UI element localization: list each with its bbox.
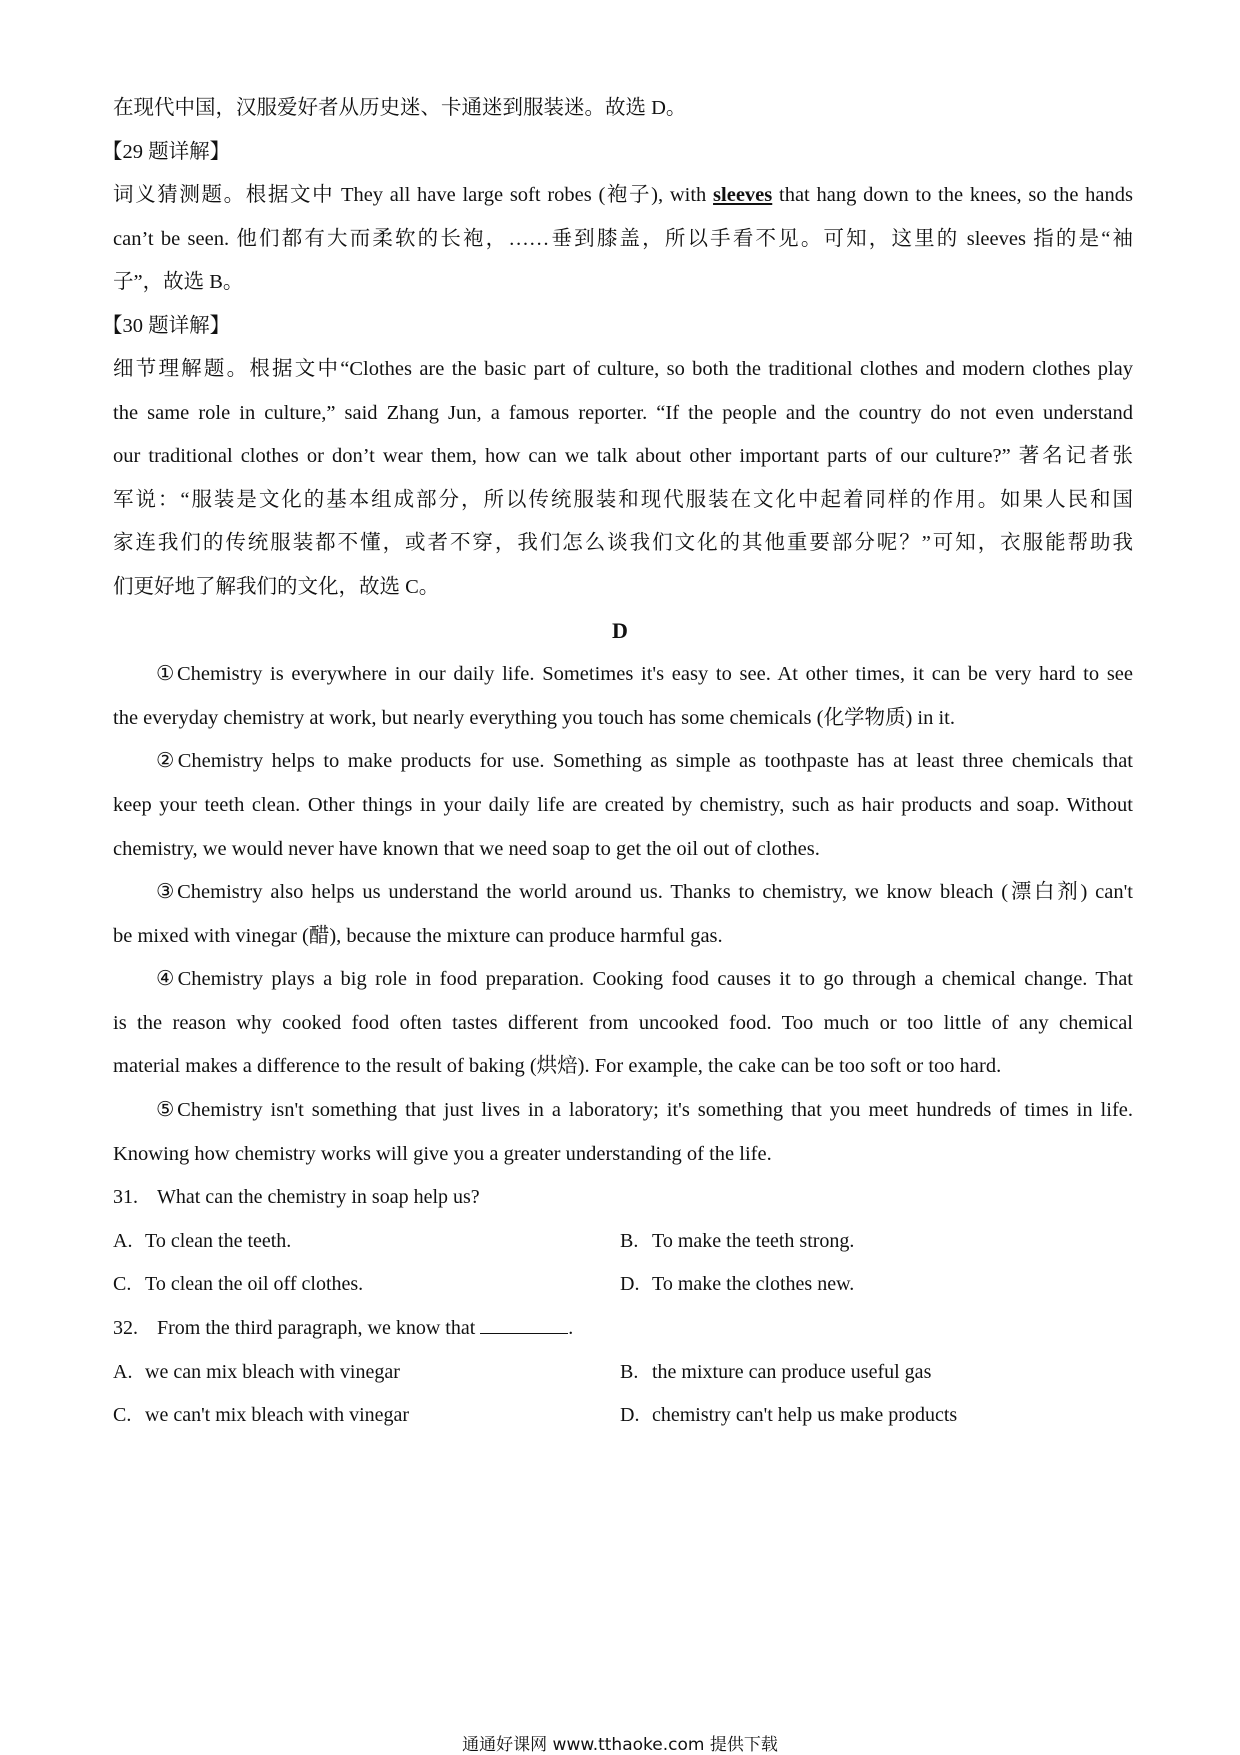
question-31-option-a[interactable]: A. To clean the teeth.	[113, 1230, 292, 1252]
question-32-option-b[interactable]: B. the mixture can produce useful gas	[620, 1361, 932, 1383]
question-32-option-a[interactable]: A. we can mix bleach with vinegar	[113, 1361, 400, 1383]
q29-line-3: 子”，故选 B。	[113, 271, 244, 293]
paragraph-4-line-3: material makes a difference to the result of baking (烘焙). For example, the cake can be too soft or too hard.	[113, 1055, 1002, 1077]
keyword-sleeves: sleeves	[713, 184, 773, 206]
paragraph-3-line-2: be mixed with vinegar (醋), because the mixture can produce harmful gas.	[113, 925, 723, 947]
paragraph-2-line-1: ②Chemistry helps to make products for use. Something as simple as toothpaste has at least three chemicals that	[156, 750, 1133, 772]
paragraph-1-line-1: ①Chemistry is everywhere in our daily life. Sometimes it's easy to see. At other times, it can be very hard to see	[156, 663, 1133, 685]
answer-blank	[480, 1313, 568, 1334]
question-31-option-c[interactable]: C. To clean the oil off clothes.	[113, 1273, 364, 1295]
paragraph-3-line-1: ③Chemistry also helps us understand the world around us. Thanks to chemistry, we know bleach (漂白剂) can't	[156, 881, 1133, 903]
section-title: D	[612, 618, 628, 643]
question-31-option-b[interactable]: B. To make the teeth strong.	[620, 1230, 855, 1252]
paragraph-5-line-2: Knowing how chemistry works will give you a greater understanding of the life.	[113, 1143, 772, 1165]
q29-line-2: can’t be seen. 他们都有大而柔软的长袍，……垂到膝盖，所以手看不见。可知，这里的 sleeves 指的是“袖	[113, 228, 1133, 250]
q30-line-5: 家连我们的传统服装都不懂，或者不穿，我们怎么谈我们文化的其他重要部分呢？”可知，衣服能帮助我	[113, 532, 1133, 554]
paragraph-1-line-2: the everyday chemistry at work, but nearly everything you touch has some chemicals (化学物质) in it.	[113, 707, 955, 729]
question-32-stem: 32. From the third paragraph, we know that .	[113, 1313, 573, 1343]
q30-line-1: 细节理解题。根据文中“Clothes are the basic part of culture, so both the traditional clothes and modern clothes play	[113, 358, 1133, 380]
question-32-option-c[interactable]: C. we can't mix bleach with vinegar	[113, 1404, 410, 1426]
paragraph-2-line-3: chemistry, we would never have known that we need soap to get the oil out of clothes.	[113, 838, 820, 860]
paragraph-5-line-1: ⑤Chemistry isn't something that just lives in a laboratory; it's something that you meet hundreds of times in life.	[156, 1099, 1133, 1121]
q30-line-6: 们更好地了解我们的文化，故选 C。	[113, 576, 440, 598]
q30-line-2: the same role in culture,” said Zhang Jun, a famous reporter. “If the people and the country do not even understand	[113, 402, 1133, 424]
question-31-stem: 31. What can the chemistry in soap help us?	[113, 1186, 480, 1208]
q29-line-1: 词义猜测题。根据文中 They all have large soft robes (袍子), with sleeves that hang down to the knees, so the hands	[113, 184, 1133, 206]
paragraph-4-line-1: ④Chemistry plays a big role in food preparation. Cooking food causes it to go through a chemical change. That	[156, 968, 1133, 990]
paragraph-2-line-2: keep your teeth clean. Other things in your daily life are created by chemistry, such as hair products and soap. Without	[113, 794, 1133, 816]
prev-answer-line: 在现代中国，汉服爱好者从历史迷、卡通迷到服装迷。故选 D。	[113, 97, 687, 119]
q29-heading: 【29 题详解】	[102, 141, 231, 163]
page-footer: 通通好课网 www.tthaoke.com 提供下载	[462, 1735, 778, 1755]
q30-line-4: 军说：“服装是文化的基本组成部分，所以传统服装和现代服装在文化中起着同样的作用。如果人民和国	[113, 489, 1133, 511]
paragraph-4-line-2: is the reason why cooked food often tastes different from uncooked food. Too much or too little of any chemical	[113, 1012, 1133, 1034]
question-32-option-d[interactable]: D. chemistry can't help us make products	[620, 1404, 958, 1426]
q30-line-3: our traditional clothes or don’t wear them, how can we talk about other important parts of our culture?” 著名记者张	[113, 445, 1133, 467]
question-31-option-d[interactable]: D. To make the clothes new.	[620, 1273, 855, 1295]
q30-heading: 【30 题详解】	[102, 315, 231, 337]
